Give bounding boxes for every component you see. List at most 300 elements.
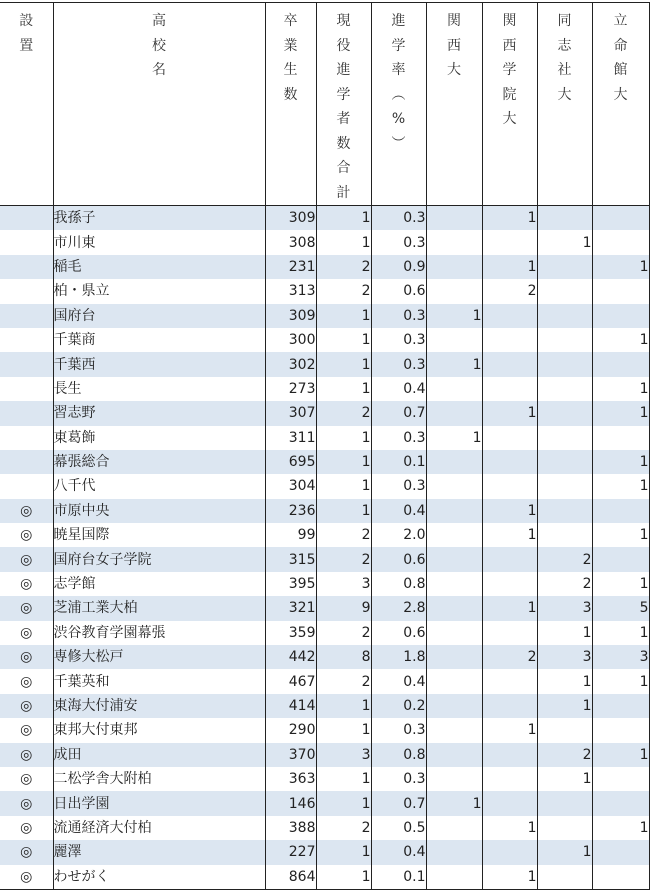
private-school-mark — [0, 401, 53, 425]
cell-doshisha: 1 — [537, 767, 592, 791]
cell-rate: 1.8 — [371, 645, 426, 669]
cell-school: 八千代 — [53, 474, 265, 498]
cell-kwansei — [482, 450, 537, 474]
cell-graduates: 304 — [265, 474, 316, 498]
cell-graduates: 146 — [265, 791, 316, 815]
cell-kansai — [426, 474, 482, 498]
cell-graduates: 315 — [265, 547, 316, 571]
cell-kwansei — [482, 426, 537, 450]
cell-kwansei: 1 — [482, 523, 537, 547]
cell-school: 稲毛 — [53, 255, 265, 279]
cell-kwansei — [482, 304, 537, 328]
private-school-mark — [0, 304, 53, 328]
table-row — [0, 474, 649, 498]
cell-total: 1 — [316, 694, 371, 718]
cell-doshisha: 3 — [537, 596, 592, 620]
cell-doshisha — [537, 718, 592, 742]
cell-ritsumeikan: 1 — [592, 255, 649, 279]
cell-doshisha — [537, 255, 592, 279]
private-school-mark: ◎ — [0, 743, 53, 767]
cell-graduates: 695 — [265, 450, 316, 474]
cell-total: 1 — [316, 230, 371, 254]
column-header-label: 高 校 名 — [152, 13, 166, 78]
cell-kansai — [426, 718, 482, 742]
cell-graduates: 442 — [265, 645, 316, 669]
cell-graduates: 309 — [265, 206, 316, 231]
cell-kwansei: 2 — [482, 279, 537, 303]
cell-doshisha — [537, 474, 592, 498]
cell-kwansei: 1 — [482, 401, 537, 425]
cell-graduates: 370 — [265, 743, 316, 767]
cell-total: 1 — [316, 865, 371, 890]
cell-kwansei — [482, 328, 537, 352]
cell-total: 2 — [316, 816, 371, 840]
cell-doshisha — [537, 401, 592, 425]
cell-doshisha: 2 — [537, 572, 592, 596]
cell-graduates: 307 — [265, 401, 316, 425]
cell-kwansei: 2 — [482, 645, 537, 669]
cell-kwansei — [482, 694, 537, 718]
cell-kansai — [426, 572, 482, 596]
cell-doshisha — [537, 865, 592, 890]
cell-total: 3 — [316, 572, 371, 596]
cell-graduates: 99 — [265, 523, 316, 547]
cell-school: 麗澤 — [53, 840, 265, 864]
cell-doshisha — [537, 328, 592, 352]
private-school-mark: ◎ — [0, 694, 53, 718]
cell-school: 東葛飾 — [53, 426, 265, 450]
table-row — [0, 669, 649, 693]
cell-ritsumeikan: 1 — [592, 572, 649, 596]
cell-graduates: 363 — [265, 767, 316, 791]
cell-rate: 0.1 — [371, 450, 426, 474]
cell-ritsumeikan — [592, 767, 649, 791]
cell-kwansei: 1 — [482, 206, 537, 231]
cell-total: 1 — [316, 474, 371, 498]
table-row — [0, 255, 649, 279]
cell-school: 千葉商 — [53, 328, 265, 352]
cell-school: 幕張総合 — [53, 450, 265, 474]
column-header-kwansei — [482, 3, 537, 206]
table-row — [0, 840, 649, 864]
cell-ritsumeikan — [592, 352, 649, 376]
cell-kwansei — [482, 230, 537, 254]
cell-doshisha: 2 — [537, 743, 592, 767]
cell-total: 1 — [316, 304, 371, 328]
cell-ritsumeikan — [592, 865, 649, 890]
private-school-mark: ◎ — [0, 816, 53, 840]
cell-ritsumeikan — [592, 206, 649, 231]
cell-kwansei — [482, 377, 537, 401]
cell-rate: 2.0 — [371, 523, 426, 547]
private-school-mark: ◎ — [0, 865, 53, 890]
private-school-mark: ◎ — [0, 499, 53, 523]
cell-kwansei — [482, 840, 537, 864]
cell-school: 専修大松戸 — [53, 645, 265, 669]
private-school-mark — [0, 328, 53, 352]
cell-kansai — [426, 206, 482, 231]
cell-kwansei: 1 — [482, 816, 537, 840]
cell-ritsumeikan: 1 — [592, 743, 649, 767]
cell-total: 2 — [316, 547, 371, 571]
cell-ritsumeikan — [592, 547, 649, 571]
cell-kansai — [426, 865, 482, 890]
cell-rate: 0.4 — [371, 377, 426, 401]
cell-graduates: 359 — [265, 621, 316, 645]
cell-graduates: 395 — [265, 572, 316, 596]
table-row — [0, 206, 649, 231]
cell-rate: 0.3 — [371, 426, 426, 450]
private-school-mark: ◎ — [0, 596, 53, 620]
private-school-mark: ◎ — [0, 547, 53, 571]
cell-kansai — [426, 694, 482, 718]
table-row — [0, 401, 649, 425]
cell-ritsumeikan — [592, 840, 649, 864]
private-school-mark: ◎ — [0, 645, 53, 669]
cell-total: 1 — [316, 206, 371, 231]
cell-kwansei: 1 — [482, 499, 537, 523]
cell-ritsumeikan — [592, 230, 649, 254]
cell-kwansei — [482, 791, 537, 815]
table-row — [0, 499, 649, 523]
cell-rate: 0.3 — [371, 304, 426, 328]
cell-ritsumeikan — [592, 304, 649, 328]
table-row — [0, 377, 649, 401]
cell-rate: 0.7 — [371, 401, 426, 425]
private-school-mark: ◎ — [0, 840, 53, 864]
cell-ritsumeikan: 1 — [592, 523, 649, 547]
cell-kansai — [426, 377, 482, 401]
cell-graduates: 311 — [265, 426, 316, 450]
column-header-label: 同 志 社 大 — [557, 13, 572, 103]
column-header-school — [53, 3, 265, 206]
cell-kwansei — [482, 743, 537, 767]
cell-rate: 0.4 — [371, 840, 426, 864]
private-school-mark: ◎ — [0, 669, 53, 693]
table-row — [0, 230, 649, 254]
cell-ritsumeikan — [592, 426, 649, 450]
cell-kwansei — [482, 474, 537, 498]
cell-total: 2 — [316, 279, 371, 303]
table-row — [0, 304, 649, 328]
cell-school: 千葉西 — [53, 352, 265, 376]
cell-doshisha: 3 — [537, 645, 592, 669]
cell-kansai — [426, 596, 482, 620]
cell-school: 東邦大付東邦 — [53, 718, 265, 742]
column-header-label: 立 命 館 大 — [613, 13, 628, 103]
cell-kansai — [426, 767, 482, 791]
table-row — [0, 694, 649, 718]
cell-school: 東海大付浦安 — [53, 694, 265, 718]
cell-kansai — [426, 547, 482, 571]
cell-kansai — [426, 255, 482, 279]
cell-school: 国府台 — [53, 304, 265, 328]
cell-ritsumeikan: 1 — [592, 401, 649, 425]
cell-kansai — [426, 523, 482, 547]
cell-school: 日出学園 — [53, 791, 265, 815]
column-header-label: 設 置 — [19, 13, 34, 54]
column-header-kansai — [426, 3, 482, 206]
cell-total: 1 — [316, 767, 371, 791]
cell-kansai: 1 — [426, 426, 482, 450]
cell-rate: 0.4 — [371, 499, 426, 523]
private-school-mark: ◎ — [0, 767, 53, 791]
table-row — [0, 865, 649, 890]
cell-doshisha — [537, 304, 592, 328]
cell-school: 長生 — [53, 377, 265, 401]
cell-kwansei: 1 — [482, 865, 537, 890]
cell-kwansei: 1 — [482, 596, 537, 620]
cell-kwansei — [482, 572, 537, 596]
cell-graduates: 309 — [265, 304, 316, 328]
cell-graduates: 302 — [265, 352, 316, 376]
cell-graduates: 388 — [265, 816, 316, 840]
cell-graduates: 467 — [265, 669, 316, 693]
cell-doshisha: 1 — [537, 669, 592, 693]
cell-doshisha — [537, 499, 592, 523]
private-school-mark — [0, 426, 53, 450]
cell-doshisha: 1 — [537, 694, 592, 718]
cell-kansai — [426, 645, 482, 669]
cell-kansai — [426, 230, 482, 254]
cell-doshisha: 1 — [537, 621, 592, 645]
cell-school: 芝浦工業大柏 — [53, 596, 265, 620]
cell-school: 柏・県立 — [53, 279, 265, 303]
private-school-mark: ◎ — [0, 523, 53, 547]
cell-school: 志学館 — [53, 572, 265, 596]
cell-rate: 0.1 — [371, 865, 426, 890]
cell-graduates: 313 — [265, 279, 316, 303]
cell-kwansei — [482, 669, 537, 693]
cell-doshisha: 2 — [537, 547, 592, 571]
cell-total: 1 — [316, 499, 371, 523]
cell-graduates: 231 — [265, 255, 316, 279]
cell-doshisha — [537, 523, 592, 547]
cell-ritsumeikan: 1 — [592, 377, 649, 401]
table-row — [0, 791, 649, 815]
private-school-mark — [0, 230, 53, 254]
cell-school: 市原中央 — [53, 499, 265, 523]
cell-graduates: 308 — [265, 230, 316, 254]
private-school-mark: ◎ — [0, 572, 53, 596]
cell-doshisha — [537, 816, 592, 840]
cell-rate: 0.3 — [371, 767, 426, 791]
cell-kansai: 1 — [426, 791, 482, 815]
cell-graduates: 300 — [265, 328, 316, 352]
cell-kwansei: 1 — [482, 255, 537, 279]
cell-kwansei: 1 — [482, 718, 537, 742]
cell-kansai — [426, 816, 482, 840]
column-header-label: 進 学 率 ︵ % ︶ — [391, 13, 406, 152]
cell-school: 成田 — [53, 743, 265, 767]
column-header-label: 関 西 大 — [447, 13, 461, 78]
cell-ritsumeikan: 1 — [592, 450, 649, 474]
cell-kansai — [426, 328, 482, 352]
cell-school: 習志野 — [53, 401, 265, 425]
cell-total: 1 — [316, 791, 371, 815]
cell-total: 2 — [316, 255, 371, 279]
cell-kansai — [426, 621, 482, 645]
column-header-label: 卒 業 生 数 — [283, 13, 298, 103]
cell-rate: 0.6 — [371, 621, 426, 645]
cell-ritsumeikan: 3 — [592, 645, 649, 669]
cell-total: 2 — [316, 621, 371, 645]
cell-total: 1 — [316, 352, 371, 376]
private-school-mark — [0, 279, 53, 303]
table-row — [0, 523, 649, 547]
cell-graduates: 321 — [265, 596, 316, 620]
cell-kansai: 1 — [426, 304, 482, 328]
cell-doshisha — [537, 206, 592, 231]
cell-total: 2 — [316, 669, 371, 693]
column-header-setchi — [0, 3, 53, 206]
cell-graduates: 290 — [265, 718, 316, 742]
cell-graduates: 414 — [265, 694, 316, 718]
table-row — [0, 645, 649, 669]
private-school-mark — [0, 206, 53, 231]
cell-ritsumeikan: 1 — [592, 621, 649, 645]
cell-total: 1 — [316, 718, 371, 742]
table-row — [0, 816, 649, 840]
table-row — [0, 718, 649, 742]
table-row — [0, 572, 649, 596]
cell-ritsumeikan — [592, 694, 649, 718]
cell-ritsumeikan — [592, 718, 649, 742]
cell-doshisha: 1 — [537, 230, 592, 254]
cell-kansai — [426, 450, 482, 474]
cell-total: 8 — [316, 645, 371, 669]
cell-total: 1 — [316, 840, 371, 864]
cell-rate: 2.8 — [371, 596, 426, 620]
cell-rate: 0.9 — [371, 255, 426, 279]
cell-school: わせがく — [53, 865, 265, 890]
column-header-doshisha — [537, 3, 592, 206]
column-header-rate — [371, 3, 426, 206]
cell-total: 3 — [316, 743, 371, 767]
cell-rate: 0.8 — [371, 743, 426, 767]
cell-kansai — [426, 499, 482, 523]
cell-doshisha — [537, 279, 592, 303]
cell-total: 1 — [316, 328, 371, 352]
cell-rate: 0.7 — [371, 791, 426, 815]
cell-ritsumeikan: 1 — [592, 474, 649, 498]
cell-graduates: 864 — [265, 865, 316, 890]
cell-total: 1 — [316, 426, 371, 450]
cell-school: 我孫子 — [53, 206, 265, 231]
cell-doshisha — [537, 352, 592, 376]
table-row — [0, 328, 649, 352]
cell-rate: 0.3 — [371, 474, 426, 498]
cell-school: 千葉英和 — [53, 669, 265, 693]
cell-school: 二松学舎大附柏 — [53, 767, 265, 791]
column-header-label: 現 役 進 学 者 数 合 計 — [336, 13, 351, 201]
cell-graduates: 236 — [265, 499, 316, 523]
table-row — [0, 596, 649, 620]
cell-total: 1 — [316, 450, 371, 474]
cell-doshisha — [537, 377, 592, 401]
table-body — [0, 206, 649, 890]
table-row — [0, 279, 649, 303]
cell-kwansei — [482, 621, 537, 645]
cell-ritsumeikan: 5 — [592, 596, 649, 620]
cell-doshisha — [537, 791, 592, 815]
cell-ritsumeikan: 1 — [592, 669, 649, 693]
cell-kwansei — [482, 547, 537, 571]
cell-rate: 0.2 — [371, 694, 426, 718]
private-school-mark — [0, 255, 53, 279]
column-header-total — [316, 3, 371, 206]
cell-ritsumeikan: 1 — [592, 816, 649, 840]
cell-ritsumeikan — [592, 279, 649, 303]
table-row — [0, 426, 649, 450]
column-header-graduates — [265, 3, 316, 206]
table-row — [0, 352, 649, 376]
cell-total: 1 — [316, 377, 371, 401]
cell-kansai — [426, 743, 482, 767]
private-school-mark — [0, 352, 53, 376]
column-header-label: 関 西 学 院 大 — [502, 13, 517, 127]
table-row — [0, 450, 649, 474]
cell-doshisha — [537, 426, 592, 450]
table-row — [0, 547, 649, 571]
cell-kansai — [426, 401, 482, 425]
admissions-table — [0, 2, 650, 890]
cell-rate: 0.4 — [371, 669, 426, 693]
private-school-mark: ◎ — [0, 718, 53, 742]
cell-school: 渋谷教育学園幕張 — [53, 621, 265, 645]
cell-school: 暁星国際 — [53, 523, 265, 547]
cell-ritsumeikan — [592, 499, 649, 523]
cell-total: 9 — [316, 596, 371, 620]
cell-kwansei — [482, 352, 537, 376]
private-school-mark — [0, 450, 53, 474]
private-school-mark — [0, 474, 53, 498]
cell-graduates: 273 — [265, 377, 316, 401]
cell-kansai — [426, 840, 482, 864]
cell-rate: 0.3 — [371, 328, 426, 352]
cell-kwansei — [482, 767, 537, 791]
table-row — [0, 621, 649, 645]
cell-school: 市川東 — [53, 230, 265, 254]
cell-rate: 0.5 — [371, 816, 426, 840]
cell-rate: 0.3 — [371, 352, 426, 376]
cell-kansai — [426, 279, 482, 303]
cell-ritsumeikan — [592, 791, 649, 815]
cell-rate: 0.3 — [371, 230, 426, 254]
cell-kansai — [426, 669, 482, 693]
cell-school: 流通経済大付柏 — [53, 816, 265, 840]
table-row — [0, 743, 649, 767]
cell-rate: 0.6 — [371, 547, 426, 571]
column-header-ritsumeikan — [592, 3, 649, 206]
cell-rate: 0.8 — [371, 572, 426, 596]
cell-total: 2 — [316, 401, 371, 425]
cell-doshisha: 1 — [537, 840, 592, 864]
cell-total: 2 — [316, 523, 371, 547]
table-row — [0, 767, 649, 791]
private-school-mark: ◎ — [0, 791, 53, 815]
header-row — [0, 3, 649, 206]
cell-doshisha — [537, 450, 592, 474]
cell-school: 国府台女子学院 — [53, 547, 265, 571]
cell-kansai: 1 — [426, 352, 482, 376]
private-school-mark — [0, 377, 53, 401]
cell-rate: 0.3 — [371, 206, 426, 231]
cell-rate: 0.6 — [371, 279, 426, 303]
cell-ritsumeikan: 1 — [592, 328, 649, 352]
private-school-mark: ◎ — [0, 621, 53, 645]
cell-rate: 0.3 — [371, 718, 426, 742]
